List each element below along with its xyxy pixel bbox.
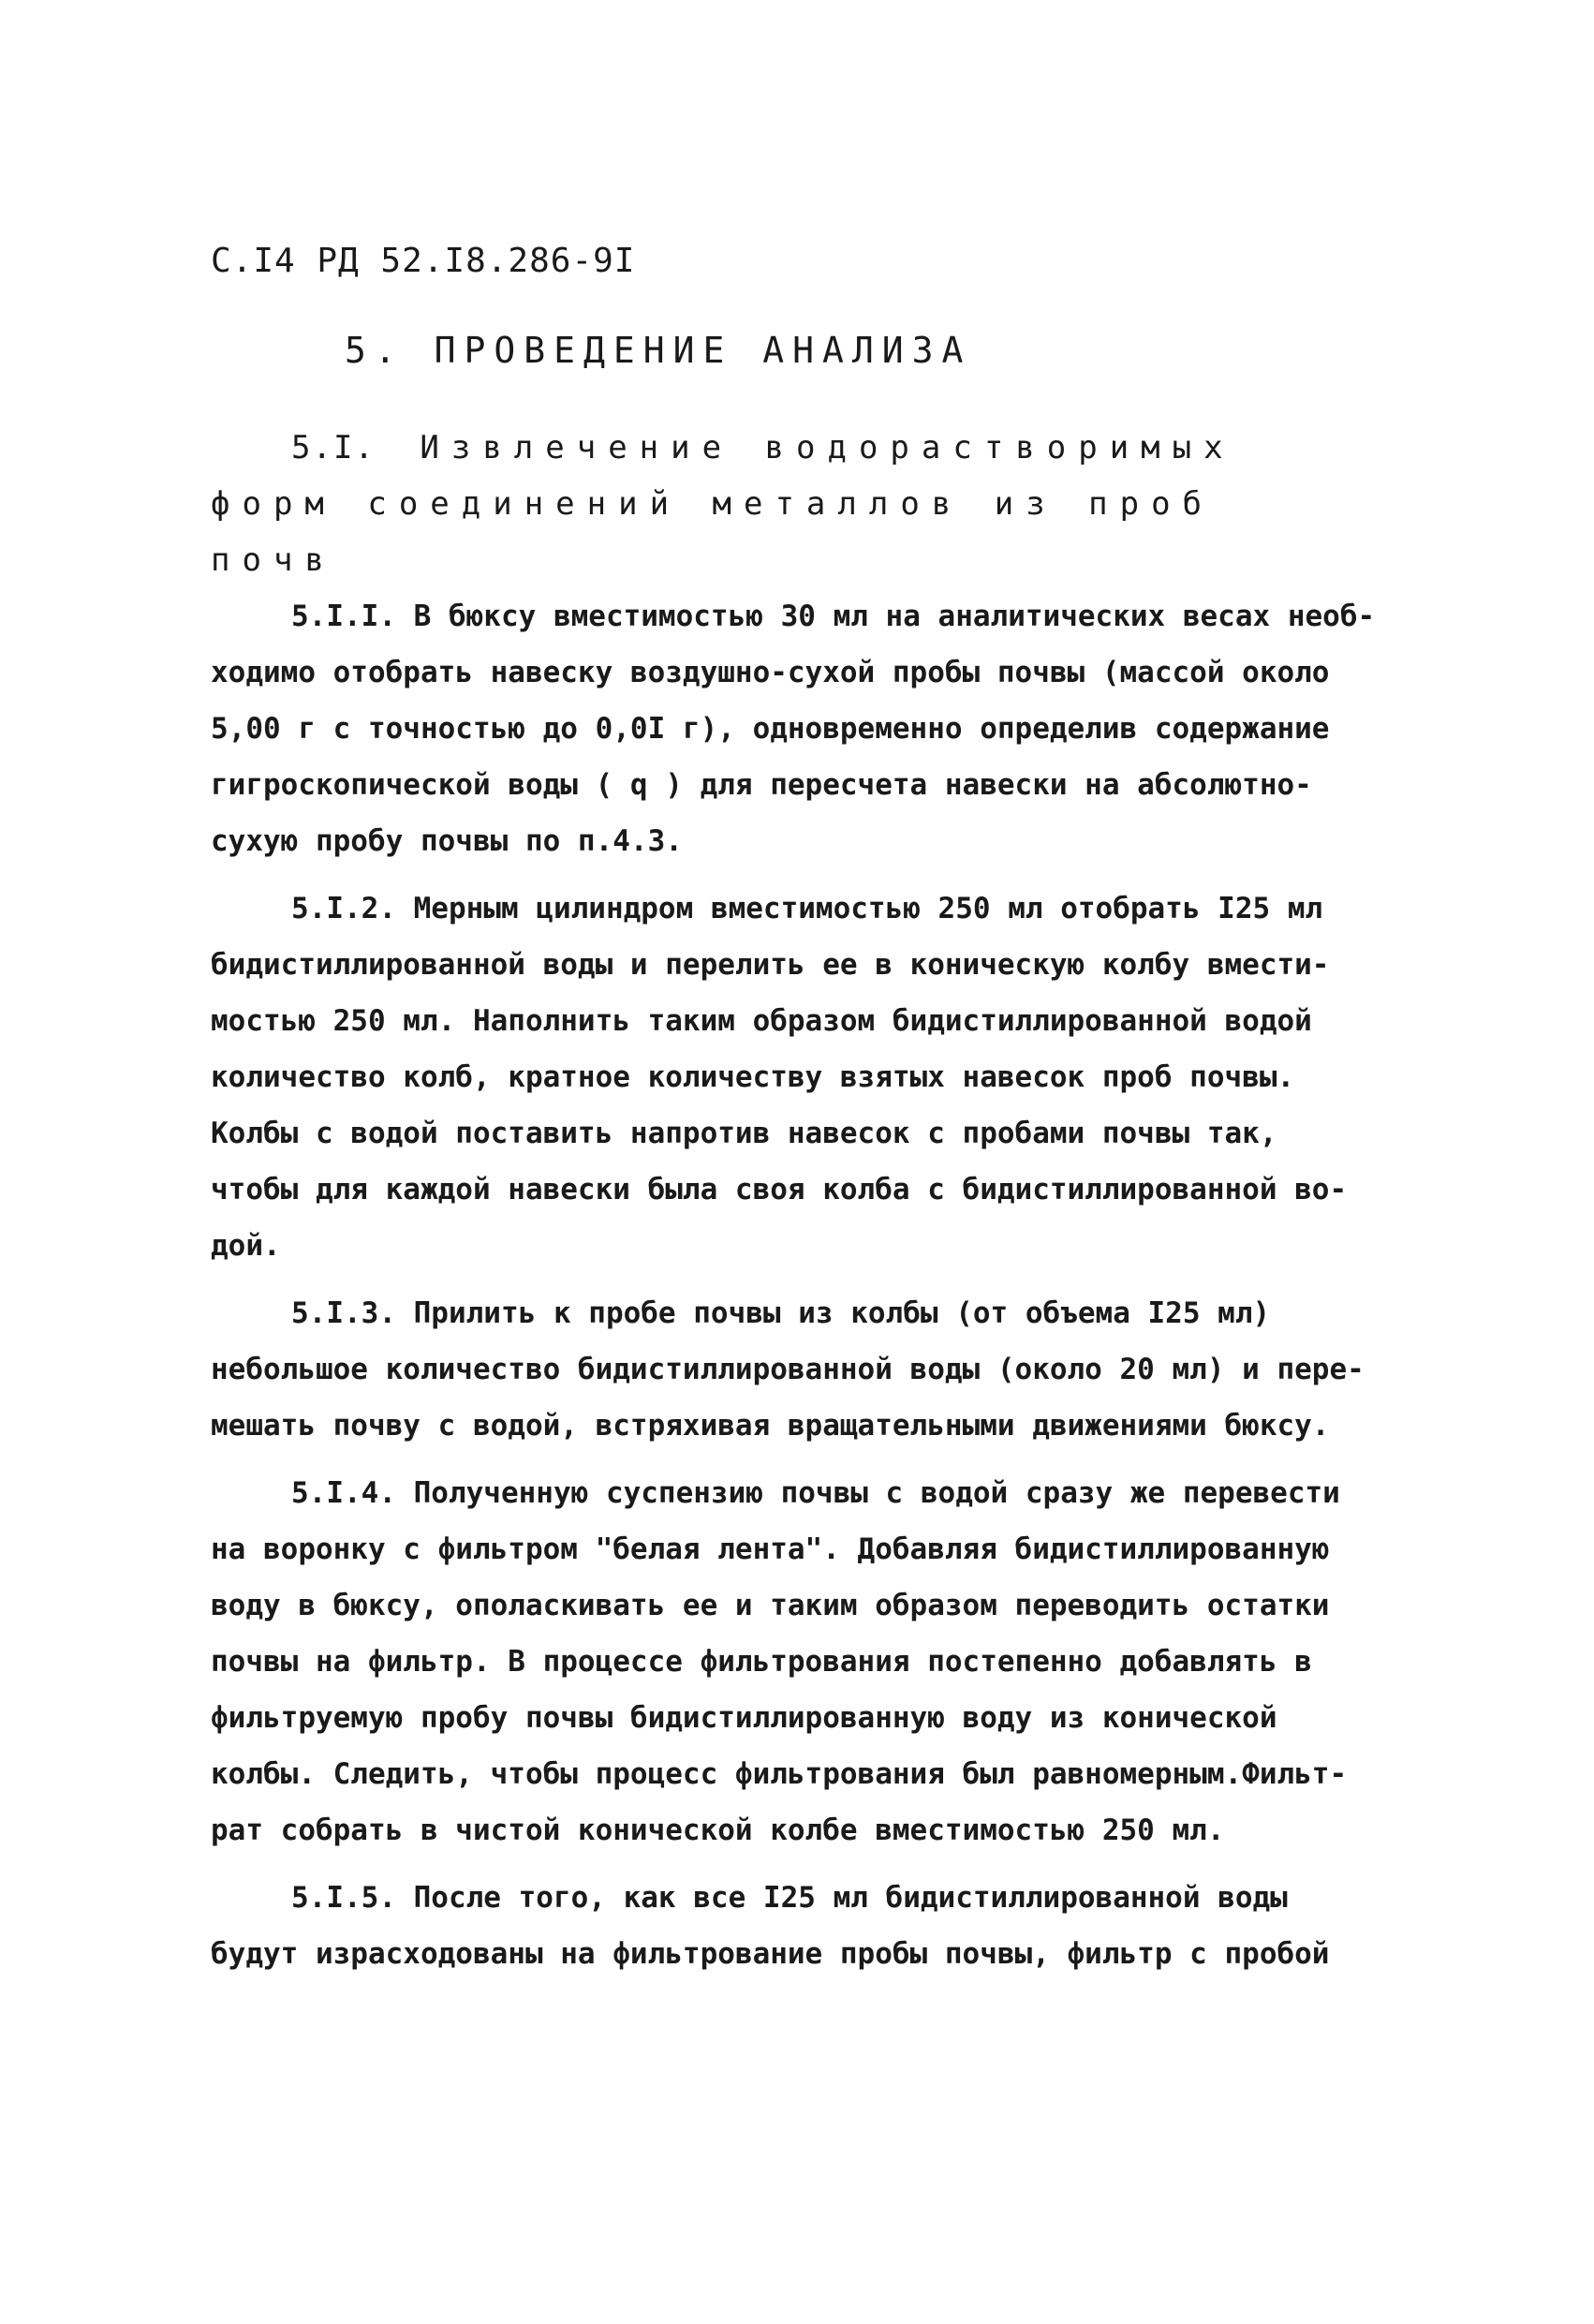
paragraph-line: рат собрать в чистой конической колбе вместимостью 250 мл. bbox=[211, 1813, 1225, 1847]
paragraph-line: фильтруемую пробу почвы бидистиллированную воду из конической bbox=[211, 1701, 1277, 1735]
paragraph-line: 5.I.4. Полученную суспензию почвы с водой сразу же перевести bbox=[291, 1476, 1340, 1510]
body-text bbox=[211, 588, 1419, 1993]
subsection-text-1: Извлечение водорастворимых bbox=[420, 429, 1235, 466]
subsection-heading bbox=[211, 420, 1400, 588]
paragraph-line: 5.I.I. В бюксу вместимостью 30 мл на аналитических весах необ- bbox=[291, 600, 1376, 633]
paragraph-line: будут израсходованы на фильтрование пробы почвы, фильтр с пробой bbox=[211, 1937, 1330, 1971]
paragraph-line: гигроскопической воды ( q ) для пересчета навески на абсолютно- bbox=[211, 768, 1312, 802]
subsection-line-1 bbox=[211, 420, 1400, 476]
paragraph-5-1-4 bbox=[211, 1465, 1419, 1858]
paragraph-line: воду в бюксу, ополаскивать ее и таким образом переводить остатки bbox=[211, 1589, 1330, 1622]
paragraph-5-1-3 bbox=[211, 1285, 1419, 1454]
paragraph-line: мешать почву с водой, встряхивая вращательными движениями бюксу. bbox=[211, 1409, 1330, 1443]
paragraph-line: 5,00 г с точностью до 0,0I г), одновременно определив содержание bbox=[211, 712, 1330, 746]
paragraph-line: 5.I.3. Прилить к пробе почвы из колбы (от объема I25 мл) bbox=[291, 1296, 1271, 1330]
subsection-line-2: форм соединений металлов из проб bbox=[211, 485, 1215, 523]
paragraph-5-1-1 bbox=[211, 588, 1419, 869]
paragraph-line: 5.I.2. Мерным цилиндром вместимостью 250 мл отобрать I25 мл bbox=[291, 892, 1323, 925]
paragraph-line: на воронку с фильтром "белая лента". Добавляя бидистиллированную bbox=[211, 1532, 1330, 1566]
paragraph-line: чтобы для каждой навески была своя колба с бидистиллированной во- bbox=[211, 1173, 1348, 1206]
paragraph-line: дой. bbox=[211, 1229, 281, 1263]
paragraph-5-1-5 bbox=[211, 1870, 1419, 1982]
section-title: 5. ПРОВЕДЕНИЕ АНАЛИЗА bbox=[345, 330, 972, 371]
paragraph-line: Колбы с водой поставить напротив навесок с пробами почвы так, bbox=[211, 1117, 1277, 1150]
paragraph-line: сухую пробу почвы по п.4.3. bbox=[211, 824, 683, 858]
page-header: С.I4 РД 52.I8.286-9I bbox=[211, 242, 636, 280]
subsection-number: 5.I. bbox=[291, 429, 376, 466]
paragraph-line: мостью 250 мл. Наполнить таким образом бидистиллированной водой bbox=[211, 1004, 1312, 1038]
paragraph-line: колбы. Следить, чтобы процесс фильтрования был равномерным.Фильт- bbox=[211, 1757, 1348, 1791]
paragraph-line: почвы на фильтр. В процессе фильтрования постепенно добавлять в bbox=[211, 1645, 1312, 1679]
subsection-line-3: почв bbox=[211, 541, 336, 579]
paragraph-5-1-2 bbox=[211, 881, 1419, 1274]
paragraph-line: 5.I.5. После того, как все I25 мл бидистиллированной воды bbox=[291, 1881, 1288, 1915]
paragraph-line: ходимо отобрать навеску воздушно-сухой пробы почвы (массой около bbox=[211, 656, 1330, 689]
paragraph-line: количество колб, кратное количеству взятых навесок проб почвы. bbox=[211, 1060, 1295, 1094]
paragraph-line: небольшое количество бидистиллированной воды (около 20 мл) и пере- bbox=[211, 1353, 1365, 1386]
paragraph-line: бидистиллированной воды и перелить ее в коническую колбу вмести- bbox=[211, 948, 1330, 982]
